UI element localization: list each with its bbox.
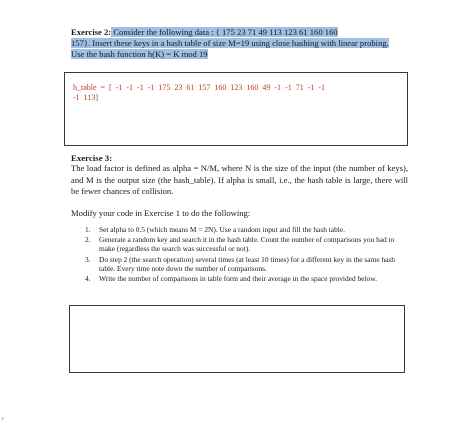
- exercise-2-text-3: Use the hash function h(K) = K mod 19: [71, 49, 208, 59]
- hash-table-output: [73, 83, 403, 103]
- exercise-3-title: Exercise 3:: [71, 153, 113, 163]
- hash-table-line-2: -1 113]: [73, 93, 99, 102]
- step-number: 2.: [85, 235, 91, 245]
- exercise-3-instruction: Modify your code in Exercise 1 to do the following:: [71, 208, 251, 218]
- exercise-2-text-1: Consider the following data : { 175 23 71 49 113 123 61 160 160: [111, 27, 338, 37]
- answer-box-1[interactable]: [64, 72, 408, 146]
- step-item: [85, 225, 407, 234]
- exercise-2-line-1: [71, 27, 411, 38]
- step-item: [85, 235, 407, 253]
- exercise-3-paragraph: The load factor is defined as alpha = N/M, where N is the size of the input (the number of keys), and M is the output size (the hash_table). If alpha is small, i.e., the hash table is large, there will be fewer chances of collision.: [71, 163, 408, 196]
- step-text: Do step 2 (the search operation) several times (at least 10 times) for a different key in the same hash table. Every time note down the number of comparisons.: [99, 254, 396, 273]
- answer-box-2[interactable]: [69, 305, 405, 373]
- step-text: Set alpha to 0.5 (which means M = 2N). Use a random input and fill the hash table.: [99, 225, 345, 234]
- step-item: [85, 255, 407, 273]
- exercise-2-text-2: 157}. Insert these keys in a hash table of size M=19 using close hashing with linear probing.: [71, 38, 389, 48]
- step-item: [85, 274, 407, 283]
- exercise-2-title: Exercise 2:: [71, 27, 112, 37]
- exercise-2-line-2: [71, 38, 411, 49]
- step-number: 4.: [85, 274, 91, 284]
- exercise-2-line-3: [71, 49, 411, 60]
- exercise-2-block: [71, 27, 411, 60]
- corner-mark: r: [2, 416, 4, 422]
- hash-table-line-1: h_table = [ -1 -1 -1 -1 175 23 61 157 160 123 160 49 -1 -1 71 -1 -1: [73, 83, 326, 92]
- step-number: 1.: [85, 225, 91, 234]
- step-number: 3.: [85, 254, 91, 264]
- step-text: Generate a random key and search it in the hash table. Count the number of comparisons you had to make (regardless the search was successful or not).: [99, 235, 395, 254]
- exercise-3-steps: [85, 225, 407, 284]
- step-text: Write the number of comparisons in table form and their average in the space provided below.: [99, 274, 377, 284]
